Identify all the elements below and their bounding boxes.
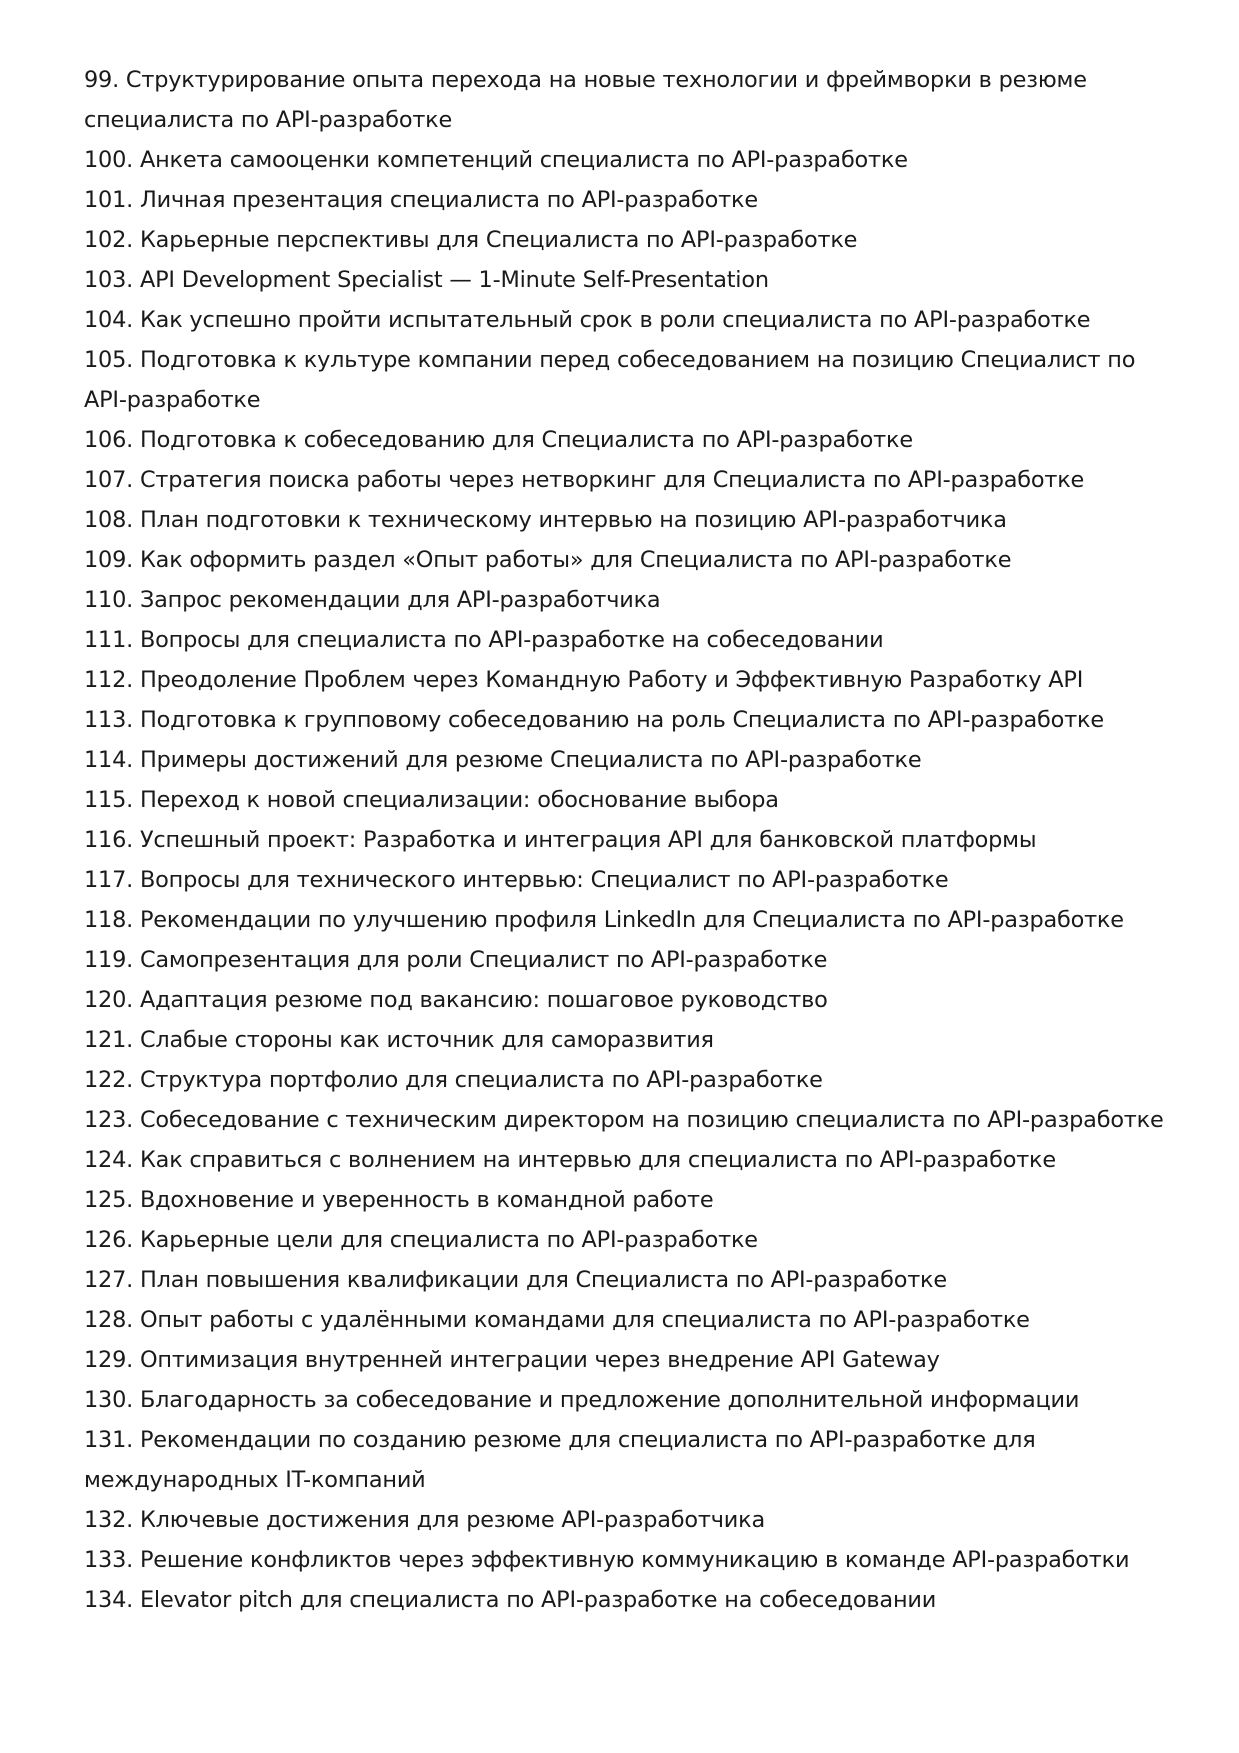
list-item: 128. Опыт работы с удалёнными командами для специалиста по API-разработке [84, 1307, 1030, 1333]
list-item: 101. Личная презентация специалиста по API-разработке [84, 187, 758, 213]
list-item: 102. Карьерные перспективы для Специалиста по API-разработке [84, 227, 858, 253]
list-item: 122. Структура портфолио для специалиста по API-разработке [84, 1067, 823, 1093]
list-item: 117. Вопросы для технического интервью: Специалист по API-разработке [84, 867, 949, 893]
list-item: 118. Рекомендации по улучшению профиля LinkedIn для Специалиста по API-разработке [84, 907, 1124, 933]
list-item: 113. Подготовка к групповому собеседованию на роль Специалиста по API-разработке [84, 707, 1104, 733]
list-item: 123. Собеседование с техническим директором на позицию специалиста по API-разработке [84, 1107, 1164, 1133]
list-item: 99. Структурирование опыта перехода на новые технологии и фреймворки в резюме специалиста по API-разработке [84, 67, 1087, 133]
list-item: 120. Адаптация резюме под вакансию: пошаговое руководство [84, 987, 828, 1013]
list-item: 121. Слабые стороны как источник для саморазвития [84, 1027, 714, 1053]
document-page [84, 60, 1184, 1620]
list-item: 110. Запрос рекомендации для API-разработчика [84, 587, 661, 613]
list-item: 100. Анкета самооценки компетенций специалиста по API-разработке [84, 147, 908, 173]
list-item: 103. API Development Specialist — 1-Minute Self-Presentation [84, 267, 769, 293]
list-item: 104. Как успешно пройти испытательный срок в роли специалиста по API-разработке [84, 307, 1091, 333]
list-item: 132. Ключевые достижения для резюме API-разработчика [84, 1507, 765, 1533]
list-item: 109. Как оформить раздел «Опыт работы» для Специалиста по API-разработке [84, 547, 1012, 573]
list-item: 125. Вдохновение и уверенность в командной работе [84, 1187, 714, 1213]
list-item: 126. Карьерные цели для специалиста по API-разработке [84, 1227, 758, 1253]
list-item: 112. Преодоление Проблем через Командную Работу и Эффективную Разработку API [84, 667, 1084, 693]
list-item: 111. Вопросы для специалиста по API-разработке на собеседовании [84, 627, 884, 653]
list-item: 105. Подготовка к культуре компании перед собеседованием на позицию Специалист по API-разработке [84, 347, 1136, 413]
list-item: 115. Переход к новой специализации: обоснование выбора [84, 787, 779, 813]
list-item: 119. Самопрезентация для роли Специалист по API-разработке [84, 947, 828, 973]
list-item: 108. План подготовки к техническому интервью на позицию API-разработчика [84, 507, 1007, 533]
list-item: 116. Успешный проект: Разработка и интеграция API для банковской платформы [84, 827, 1037, 853]
list-item: 107. Стратегия поиска работы через нетворкинг для Специалиста по API-разработке [84, 467, 1085, 493]
list-item: 127. План повышения квалификации для Специалиста по API-разработке [84, 1267, 947, 1293]
list-item: 114. Примеры достижений для резюме Специалиста по API-разработке [84, 747, 922, 773]
list-item: 129. Оптимизация внутренней интеграции через внедрение API Gateway [84, 1347, 940, 1373]
list-item: 133. Решение конфликтов через эффективную коммуникацию в команде API-разработки [84, 1547, 1130, 1573]
list-item: 134. Elevator pitch для специалиста по API-разработке на собеседовании [84, 1587, 937, 1613]
list-item: 130. Благодарность за собеседование и предложение дополнительной информации [84, 1387, 1080, 1413]
list-item: 106. Подготовка к собеседованию для Специалиста по API-разработке [84, 427, 913, 453]
list-item: 131. Рекомендации по созданию резюме для специалиста по API-разработке для международных IT-компаний [84, 1427, 1036, 1493]
list-item: 124. Как справиться с волнением на интервью для специалиста по API-разработке [84, 1147, 1056, 1173]
